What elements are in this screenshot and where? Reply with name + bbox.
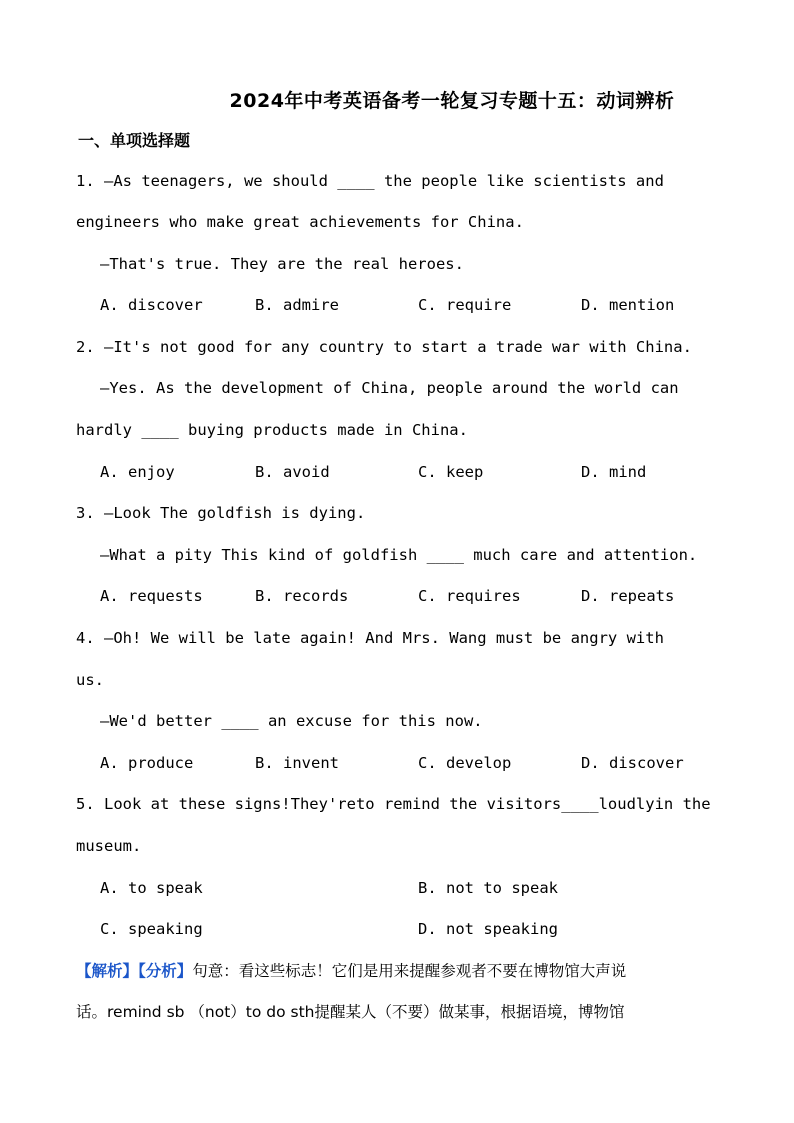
analysis-tag: 【解析】 — [76, 962, 139, 980]
question-4-line-2: us. — [76, 671, 104, 689]
question-3-option-b: B. records — [255, 587, 349, 605]
question-5-option-d: D. not speaking — [418, 920, 558, 938]
question-1-option-c: C. require — [418, 296, 512, 314]
question-4-line-3: —We'd better ____ an excuse for this now. — [100, 712, 483, 730]
question-3-option-a: A. requests — [100, 587, 203, 605]
page-title: 2024年中考英语备考一轮复习专题十五：动词辨析 — [229, 90, 675, 112]
question-5-option-c: C. speaking — [100, 920, 203, 938]
question-2-option-a: A. enjoy — [100, 463, 175, 481]
analysis-text-1: 句意：看这些标志！它们是用来提醒参观者不要在博物馆大声说 — [192, 962, 627, 980]
question-5-option-a: A. to speak — [100, 879, 203, 897]
analysis-line-1 — [76, 961, 626, 981]
question-3-line-1: 3. —Look The goldfish is dying. — [76, 504, 366, 522]
question-3-option-c: C. requires — [418, 587, 521, 605]
question-3-line-2: —What a pity This kind of goldfish ____ much care and attention. — [100, 546, 698, 564]
question-5-line-1: 5. Look at these signs!They'reto remind the visitors____loudlyin the — [76, 795, 711, 813]
question-4-option-d: D. discover — [581, 754, 684, 772]
question-2-line-1: 2. —It's not good for any country to start a trade war with China. — [76, 338, 692, 356]
question-1-option-a: A. discover — [100, 296, 203, 314]
question-2-line-2: —Yes. As the development of China, people around the world can — [100, 379, 679, 397]
question-5-line-2: museum. — [76, 837, 142, 855]
question-1-line-2: engineers who make great achievements for China. — [76, 213, 524, 231]
question-2-line-3: hardly ____ buying products made in China. — [76, 421, 468, 439]
question-4-line-1: 4. —Oh! We will be late again! And Mrs. Wang must be angry with — [76, 629, 664, 647]
question-2-option-d: D. mind — [581, 463, 647, 481]
analysis-subtag: 【分析】 — [138, 962, 193, 980]
question-2-option-c: C. keep — [418, 463, 484, 481]
analysis-line-2: 话。remind sb （not）to do sth提醒某人（不要）做某事，根据语境，博物馆 — [76, 1003, 625, 1021]
question-1-option-b: B. admire — [255, 296, 339, 314]
question-1-line-1: 1. —As teenagers, we should ____ the people like scientists and — [76, 172, 664, 190]
question-4-option-a: A. produce — [100, 754, 194, 772]
question-4-option-b: B. invent — [255, 754, 339, 772]
question-1-option-d: D. mention — [581, 296, 675, 314]
question-3-option-d: D. repeats — [581, 587, 675, 605]
question-2-option-b: B. avoid — [255, 463, 330, 481]
section-heading: 一、单项选择题 — [78, 131, 191, 150]
question-4-option-c: C. develop — [418, 754, 512, 772]
question-5-option-b: B. not to speak — [418, 879, 558, 897]
question-1-line-3: —That's true. They are the real heroes. — [100, 255, 464, 273]
